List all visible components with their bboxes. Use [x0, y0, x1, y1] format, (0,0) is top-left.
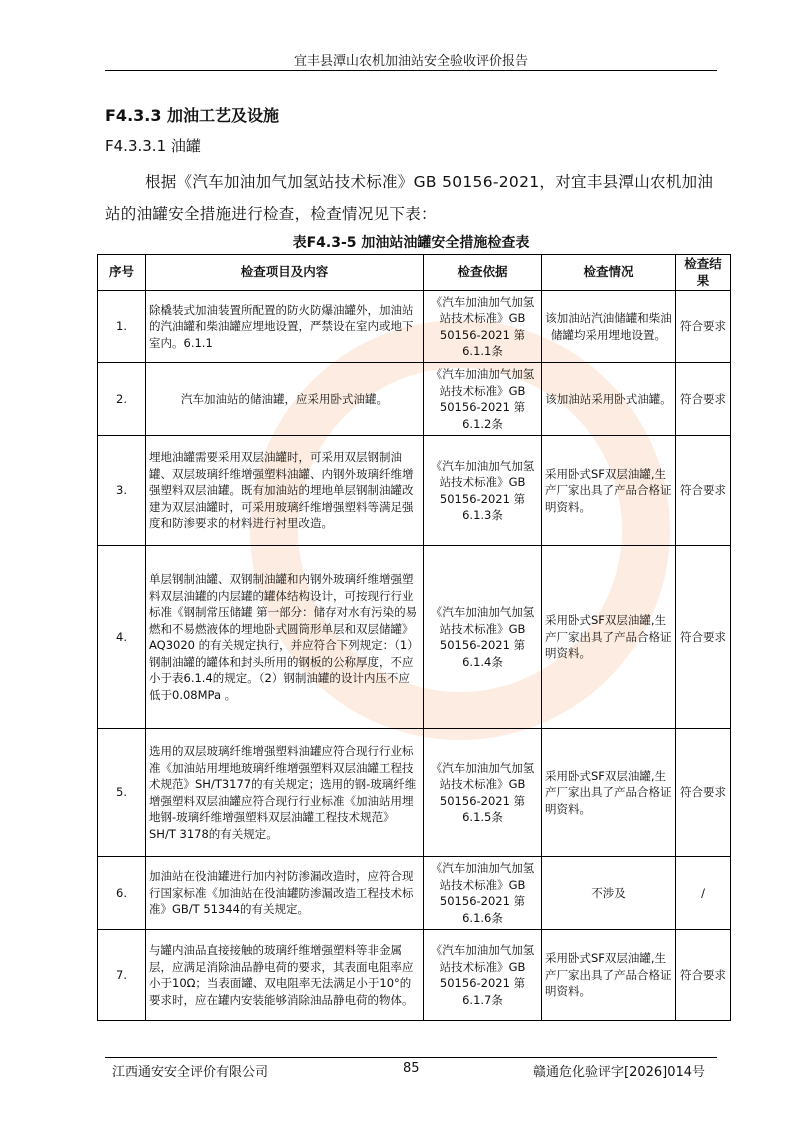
footer-rule — [105, 1057, 717, 1058]
row-no: 6. — [98, 857, 146, 930]
row-result: 符合要求 — [676, 291, 731, 363]
table-row — [98, 729, 731, 857]
intro-paragraph: 根据《汽车加油加气加氢站技术标准》GB 50156-2021，对宜丰县潭山农机加油站的油罐安全措施进行检查，检查情况见下表： — [105, 173, 714, 223]
row-result: 符合要求 — [676, 363, 731, 436]
row-status: 采用卧式SF双层油罐,生产厂家出具了产品合格证明资料。 — [542, 546, 676, 729]
row-status: 采用卧式SF双层油罐,生产厂家出具了产品合格证明资料。 — [542, 930, 676, 1021]
table-row — [98, 436, 731, 546]
row-basis: 《汽车加油加气加氢站技术标准》GB 50156-2021 第6.1.4条 — [424, 546, 542, 729]
row-result: 符合要求 — [676, 546, 731, 729]
page-number: 85 — [403, 1061, 420, 1076]
row-basis: 《汽车加油加气加氢站技术标准》GB 50156-2021 第6.1.2条 — [424, 363, 542, 436]
col-header-no: 序号 — [98, 255, 146, 291]
col-header-item: 检查项目及内容 — [146, 255, 424, 291]
row-basis: 《汽车加油加气加氢站技术标准》GB 50156-2021 第6.1.3条 — [424, 436, 542, 546]
table-row — [98, 363, 731, 436]
row-status: 不涉及 — [542, 857, 676, 930]
table-row — [98, 546, 731, 729]
row-basis: 《汽车加油加气加氢站技术标准》GB 50156-2021 第6.1.1条 — [424, 291, 542, 363]
table-row — [98, 857, 731, 930]
row-basis: 《汽车加油加气加氢站技术标准》GB 50156-2021 第6.1.6条 — [424, 857, 542, 930]
row-status: 该加油站汽油储罐和柴油储罐均采用埋地设置。 — [542, 291, 676, 363]
row-item: 单层钢制油罐、双钢制油罐和内钢外玻璃纤维增强塑料双层油罐的内层罐的罐体结构设计，可按现行行业标准《钢制常压储罐 第一部分：储存对水有污染的易燃和不易燃液体的埋地卧式圆筒形单层和双层储罐》AQ3020 的有关规定执行，并应符合下列规定：（1）钢制油罐的罐体和封头所用的钢板的公称厚度，不应小于表6.1.4的规定。（2）钢制油罐的设计内压不应低于0.08MPa 。 — [146, 546, 424, 729]
row-no: 1. — [98, 291, 146, 363]
row-no: 3. — [98, 436, 146, 546]
table-caption: 表F4.3-5 加油站油罐安全措施检查表 — [292, 235, 530, 251]
row-basis: 《汽车加油加气加氢站技术标准》GB 50156-2021 第6.1.7条 — [424, 930, 542, 1021]
oil-tank-check-table — [97, 254, 731, 1021]
table-row — [98, 291, 731, 363]
col-header-basis: 检查依据 — [424, 255, 542, 291]
subsection-heading: F4.3.3.1 油罐 — [105, 137, 201, 155]
row-result: / — [676, 857, 731, 930]
row-result: 符合要求 — [676, 930, 731, 1021]
row-status: 采用卧式SF双层油罐,生产厂家出具了产品合格证明资料。 — [542, 729, 676, 857]
row-result: 符合要求 — [676, 729, 731, 857]
row-no: 5. — [98, 729, 146, 857]
col-header-status: 检查情况 — [542, 255, 676, 291]
row-status: 采用卧式SF双层油罐,生产厂家出具了产品合格证明资料。 — [542, 436, 676, 546]
table-header-row — [98, 255, 731, 291]
row-no: 4. — [98, 546, 146, 729]
row-no: 2. — [98, 363, 146, 436]
row-no: 7. — [98, 930, 146, 1021]
row-item: 除橇装式加油装置所配置的防火防爆油罐外，加油站的汽油罐和柴油罐应埋地设置，严禁设在室内或地下室内。6.1.1 — [146, 291, 424, 363]
row-item: 选用的双层玻璃纤维增强塑料油罐应符合现行行业标准《加油站用埋地玻璃纤维增强塑料双层油罐工程技术规范》SH/T3177的有关规定；选用的钢-玻璃纤维增强塑料双层油罐应符合现行行业标准《加油站用埋地钢-玻璃纤维增强塑料双层油罐工程技术规范》SH/T 3178的有关规定。 — [146, 729, 424, 857]
row-item: 埋地油罐需要采用双层油罐时，可采用双层钢制油罐、双层玻璃纤维增强塑料油罐、内钢外玻璃纤维增强塑料双层油罐。既有加油站的埋地单层钢制油罐改建为双层油罐时，可采用玻璃纤维增强塑料等满足强度和防渗要求的材料进行衬里改造。 — [146, 436, 424, 546]
row-result: 符合要求 — [676, 436, 731, 546]
footer-company: 江西通安安全评价有限公司 — [112, 1065, 269, 1080]
page-header: 宜丰县潭山农机加油站安全验收评价报告 — [293, 54, 528, 69]
row-item: 汽车加油站的储油罐，应采用卧式油罐。 — [146, 363, 424, 436]
row-item: 加油站在役油罐进行加内衬防渗漏改造时，应符合现行国家标准《加油站在役油罐防渗漏改造工程技术标准》GB/T 51344的有关规定。 — [146, 857, 424, 930]
row-status: 该加油站采用卧式油罐。 — [542, 363, 676, 436]
table-row — [98, 930, 731, 1021]
section-heading: F4.3.3 加油工艺及设施 — [105, 106, 280, 125]
header-rule — [105, 70, 717, 71]
col-header-result: 检查结果 — [676, 255, 731, 291]
footer-doc-number: 赣通危化验评字[2026]014号 — [533, 1065, 706, 1080]
row-item: 与罐内油品直接接触的玻璃纤维增强塑料等非金属层，应满足消除油品静电荷的要求，其表面电阻率应小于10Ω；当表面罐、双电阻率无法满足小于10°的要求时，应在罐内安装能够消除油品静电荷的物体。 — [146, 930, 424, 1021]
row-basis: 《汽车加油加气加氢站技术标准》GB 50156-2021 第6.1.5条 — [424, 729, 542, 857]
